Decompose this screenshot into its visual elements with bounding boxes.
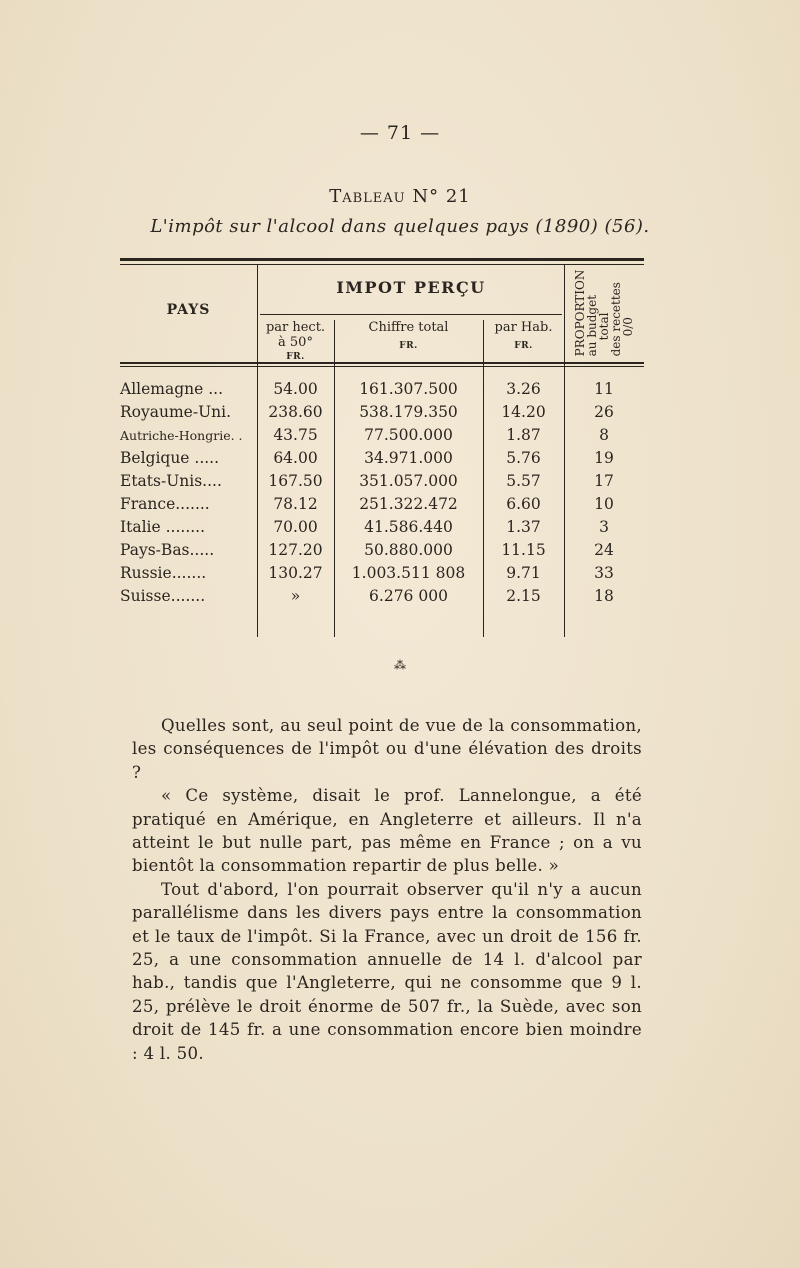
- cell-par-hab: 6.60: [506, 495, 541, 513]
- cell-proportion: 8: [599, 426, 609, 444]
- header-impot-percu: IMPOT PERÇU: [336, 278, 486, 297]
- table-label-word: Tableau: [329, 186, 406, 207]
- cell-par-hab: 1.87: [506, 426, 541, 444]
- table-row: [120, 564, 644, 587]
- header-par-hect-line2: à 50°: [278, 335, 313, 350]
- cell-proportion: 33: [594, 564, 614, 582]
- alcohol-tax-table: [120, 258, 644, 638]
- cell-par-hect: »: [290, 587, 301, 605]
- cell-par-hab: 5.57: [506, 472, 541, 490]
- header-par-hect: [257, 320, 334, 365]
- header-par-hab-label: par Hab.: [494, 320, 553, 335]
- table-row: [120, 472, 644, 495]
- cell-country: Pays-Bas.....: [120, 541, 215, 559]
- cell-par-hect: 130.27: [268, 564, 323, 582]
- body-text: [132, 714, 642, 1065]
- cell-par-hab: 1.37: [506, 518, 541, 536]
- cell-total: 6.276 000: [369, 587, 448, 605]
- table-top-rule: [120, 258, 644, 261]
- header-proportion-line3: total: [597, 312, 611, 341]
- cell-total: 161.307.500: [359, 380, 458, 398]
- cell-country: Italie ........: [120, 518, 206, 536]
- table-caption: L'impôt sur l'alcool dans quelques pays (1890) (56).: [150, 216, 650, 237]
- header-par-hect-unit: FR.: [286, 352, 305, 362]
- cell-country: Belgique .....: [120, 449, 220, 467]
- cell-par-hect: 167.50: [268, 472, 323, 490]
- header-proportion-line5: 0/0: [621, 317, 635, 337]
- cell-country: Royaume-Uni.: [120, 403, 232, 421]
- table-label: [0, 186, 800, 207]
- table-row: [120, 426, 644, 449]
- cell-proportion: 17: [594, 472, 614, 490]
- cell-proportion: 18: [594, 587, 614, 605]
- cell-proportion: 11: [594, 380, 614, 398]
- cell-proportion: 26: [594, 403, 614, 421]
- header-proportion-line4: des recettes: [609, 282, 623, 357]
- cell-par-hect: 238.60: [268, 403, 323, 421]
- cell-proportion: 19: [594, 449, 614, 467]
- cell-total: 34.971.000: [364, 449, 453, 467]
- cell-proportion: 24: [594, 541, 614, 559]
- asterism-separator: ⁂: [394, 658, 406, 672]
- cell-par-hab: 11.15: [501, 541, 546, 559]
- paragraph: Tout d'abord, l'on pourrait observer qu'il n'y a aucun parallélisme dans les divers pays entre la consommation et le taux de l'impôt. Si la France, avec un droit de 156 fr. 25, a une consommation annuelle de 14 l. d'alcool par hab., tandis que l'Angleterre, qui ne consomme que 9 l. 25, prélève le droit énorme de 507 fr., la Suède, avec son droit de 145 fr. a une consommation encore bien moindre : 4 l. 50.: [132, 879, 642, 1063]
- cell-country: Allemagne ...: [120, 380, 224, 398]
- header-bottom-rule: [120, 362, 644, 364]
- cell-par-hect: 70.00: [273, 518, 318, 536]
- header-proportion-rotated: [574, 270, 634, 357]
- cell-par-hab: 3.26: [506, 380, 541, 398]
- paragraph: « Ce système, disait le prof. Lannelongue, a été pratiqué en Amérique, en Angleterre et ailleurs. Il n'a atteint le but nulle part, pas même en France ; on a vu bientôt la consommation repartir de plus belle. »: [132, 786, 642, 876]
- header-chiffre-total-unit: FR.: [399, 341, 418, 351]
- impot-brace-rule: [260, 314, 562, 315]
- cell-country: Autriche-Hongrie. .: [120, 428, 243, 443]
- cell-par-hab: 2.15: [506, 587, 541, 605]
- cell-proportion: 3: [599, 518, 609, 536]
- cell-country: Suisse.......: [120, 587, 206, 605]
- table-row: [120, 587, 644, 610]
- cell-country: Etats-Unis....: [120, 472, 222, 490]
- table-row: [120, 380, 644, 403]
- cell-par-hab: 9.71: [506, 564, 541, 582]
- page-number: — 71 —: [359, 122, 441, 144]
- cell-par-hab: 14.20: [501, 403, 546, 421]
- cell-total: 50.880.000: [364, 541, 453, 559]
- cell-par-hect: 78.12: [273, 495, 318, 513]
- cell-total: 1.003.511 808: [351, 564, 466, 582]
- header-proportion-line2: au budget: [585, 294, 599, 357]
- cell-par-hect: 43.75: [273, 426, 318, 444]
- table-row: [120, 518, 644, 541]
- table-row: [120, 449, 644, 472]
- header-par-hab-unit: FR.: [514, 341, 533, 351]
- cell-total: 41.586.440: [364, 518, 453, 536]
- cell-par-hect: 64.00: [273, 449, 318, 467]
- cell-total: 538.179.350: [359, 403, 458, 421]
- table-label-number: N° 21: [412, 186, 471, 207]
- header-bottom-rule-thin: [120, 366, 644, 367]
- header-pays: PAYS: [166, 302, 211, 318]
- header-chiffre-total: [334, 320, 483, 354]
- cell-total: 351.057.000: [359, 472, 458, 490]
- header-par-hect-line1: par hect.: [265, 320, 326, 335]
- cell-country: France.......: [120, 495, 210, 513]
- table-row: [120, 495, 644, 518]
- header-par-hab: [483, 320, 564, 354]
- cell-par-hab: 5.76: [506, 449, 541, 467]
- table-row: [120, 403, 644, 426]
- cell-total: 77.500.000: [364, 426, 453, 444]
- cell-country: Russie.......: [120, 564, 207, 582]
- header-proportion-line1: PROPORTION: [573, 269, 587, 357]
- header-proportion: [564, 265, 644, 362]
- cell-par-hect: 54.00: [273, 380, 318, 398]
- cell-total: 251.322.472: [359, 495, 458, 513]
- cell-proportion: 10: [594, 495, 614, 513]
- cell-par-hect: 127.20: [268, 541, 323, 559]
- header-chiffre-total-label: Chiffre total: [368, 320, 449, 335]
- table-row: [120, 541, 644, 564]
- paragraph: Quelles sont, au seul point de vue de la consommation, les conséquences de l'impôt ou d'une élévation des droits ?: [132, 716, 642, 782]
